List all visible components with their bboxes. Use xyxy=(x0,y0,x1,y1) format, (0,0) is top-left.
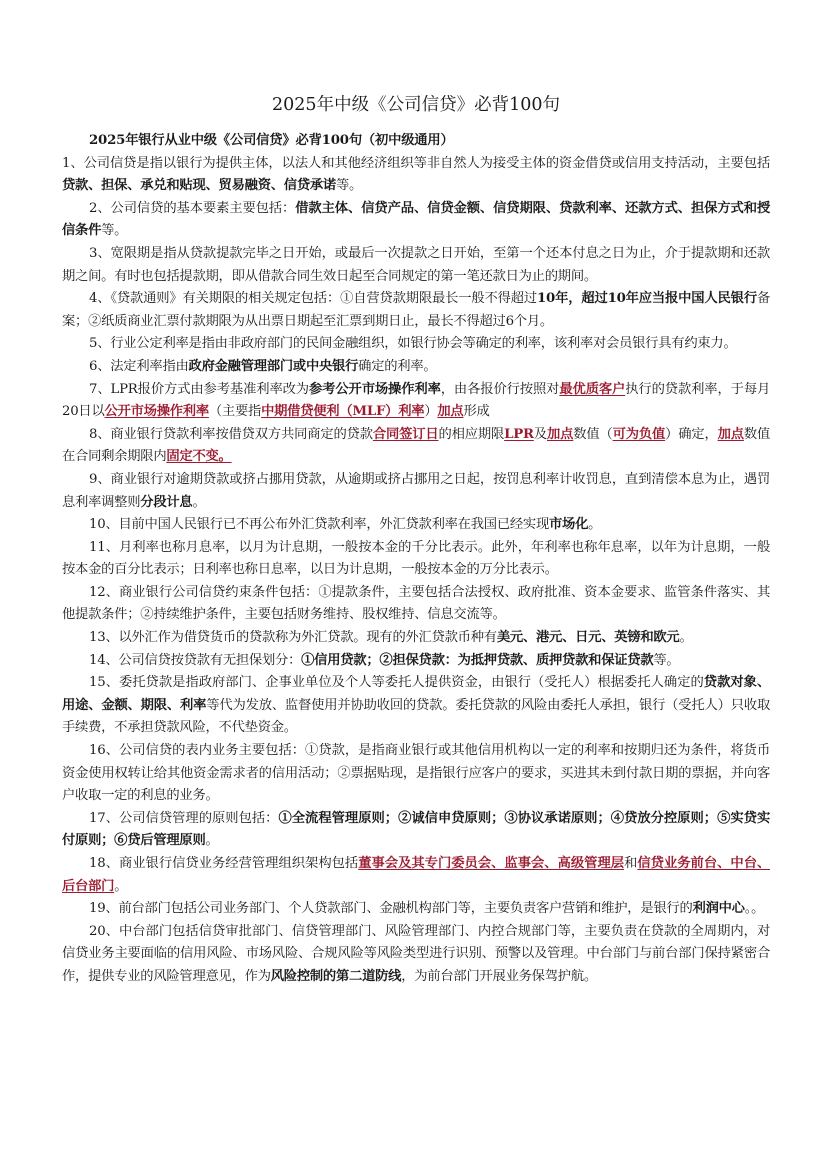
highlighted-text: 中期借贷便利（MLF）利率 xyxy=(261,404,425,420)
highlighted-text: 加点 xyxy=(547,426,574,442)
highlighted-text: 加点 xyxy=(717,426,744,442)
list-item xyxy=(62,921,770,989)
highlighted-text: 信贷业务前台、中台、后台部门 xyxy=(62,856,771,894)
text-segment: 9、商业银行对逾期贷款或挤占挪用贷款，从逾期或挤占挪用之日起，按罚息利率计收罚息，直到清偿本息为止，遇罚息利率调整则 xyxy=(62,471,770,510)
bold-text: 分段计息 xyxy=(140,494,193,510)
list-item xyxy=(62,333,770,356)
bold-text: 贷款、担保、承兑和贴现、贸易融资、信贷承诺 xyxy=(62,178,336,194)
highlighted-text: 固定不变。 xyxy=(166,449,232,465)
text-segment: ）确定， xyxy=(665,426,718,442)
text-segment: 12、商业银行公司信贷约束条件包括：①提款条件，主要包括合法授权、政府批准、资本金要求、监管条件落实、其他提款条件；②持续维护条件，主要包括财务维持、股权维持、信息交流等。 xyxy=(62,584,770,623)
text-segment: 。 xyxy=(114,878,128,894)
highlighted-text: 加点 xyxy=(437,404,464,420)
text-segment: 和 xyxy=(624,856,638,871)
list-item xyxy=(62,153,770,198)
bold-text: 10年，超过10年应当报中国人民银行 xyxy=(536,291,757,307)
item-list xyxy=(62,153,770,989)
highlighted-text: 董事会及其专门委员会、监事会、高级管理层 xyxy=(358,856,625,871)
list-item xyxy=(62,650,770,673)
text-segment: 4、《贷款通则》有关期限的相关规定包括：①自营贷款期限最长一般不得超过 xyxy=(89,291,537,307)
text-segment: 5、行业公定利率是指由非政府部门的民间金融组织，如银行协会等确定的利率，该利率对会员银行具有约束力。 xyxy=(89,336,737,352)
list-item xyxy=(62,243,770,288)
list-item xyxy=(62,853,770,898)
text-segment: 及 xyxy=(533,426,547,442)
highlighted-text: 可为负值 xyxy=(612,426,666,442)
text-segment: 20、中台部门包括信贷审批部门、信贷管理部门、风险管理部门、内控合规部门等，主要负责在贷款的全周期内，对信贷业务主要面临的信用风险、市场风险、合规风险等风险类型进行识别、预警以及管理。中台部门与前台部门保持紧密合作，提供专业的风险管理意见，作为 xyxy=(62,923,770,984)
bold-text: 市场化 xyxy=(549,517,589,533)
text-segment: 备案；②纸质商业汇票付款期限为从出票日期起至汇票到期日止，最长不得超过6个月。 xyxy=(62,291,770,329)
text-segment: 13、以外汇作为借贷货币的贷款称为外汇贷款。现有的外汇贷款币种有 xyxy=(89,630,497,646)
bold-text: 参考公开市场操作利率 xyxy=(308,381,441,397)
text-segment: 。 xyxy=(679,630,693,646)
list-item xyxy=(62,582,770,627)
list-item xyxy=(62,288,770,333)
bold-text: 美元、港元、日元、英镑和欧元 xyxy=(496,630,680,646)
text-segment: 数值（ xyxy=(573,426,613,442)
text-segment: 形成 xyxy=(463,404,490,420)
text-segment: 等代为发放、监督使用并协助收回的贷款。委托贷款的风险由委托人承担，银行（受托人）只收取手续费，不承担贷款风险，不代垫资金。 xyxy=(62,697,771,736)
text-segment: 等。 xyxy=(653,652,680,668)
text-segment: 14、公司信贷按贷款有无担保划分： xyxy=(89,652,302,668)
text-segment: 。 xyxy=(192,494,206,510)
text-segment: 。。 xyxy=(744,901,765,917)
list-item xyxy=(62,537,770,582)
text-segment: 8、商业银行贷款利率按借贷双方共同商定的贷款 xyxy=(89,426,373,442)
bold-text: ①信用贷款；②担保贷款：为抵押贷款、质押贷款和保证贷款 xyxy=(301,652,654,668)
highlighted-text: 最优质客户 xyxy=(559,381,626,397)
text-segment: 10、目前中国人民银行已不再公布外汇贷款利率，外汇贷款利率在我国已经实现 xyxy=(89,517,550,533)
list-item xyxy=(62,514,770,537)
list-item xyxy=(62,808,770,853)
list-item xyxy=(62,898,770,921)
text-segment: 执行的贷款利率，于每月20日以 xyxy=(62,381,771,420)
text-segment: 15、委托贷款是指政府部门、企事业单位及个人等委托人提供资金，由银行（受托人）根据委托人确定的 xyxy=(89,675,704,691)
document-subtitle: 2025年银行从业中级《公司信贷》必背100句（初中级通用） xyxy=(89,133,454,148)
bold-text: 贷款对象、用途、金额、期限、利率 xyxy=(62,675,771,713)
bold-text: 借款主体、信贷产品、信贷金额、信贷期限、贷款利率、还款方式、担保方式和授信条件 xyxy=(62,200,770,239)
highlighted-text: LPR xyxy=(504,426,534,442)
text-segment: 2、公司信贷的基本要素主要包括： xyxy=(89,200,296,216)
document-title: 2025年中级《公司信贷》必背100句 xyxy=(272,95,560,115)
text-segment: 7、LPR报价方式由参考基准利率改为 xyxy=(89,381,309,397)
bold-text: 政府金融管理部门或中央银行 xyxy=(188,358,359,374)
text-segment: 的相应期限 xyxy=(438,426,505,442)
list-item xyxy=(62,740,770,808)
bold-text: 风险控制的第二道防线 xyxy=(270,968,402,984)
list-item xyxy=(62,198,770,243)
bold-text: ①全流程管理原则；②诚信申贷原则；③协议承诺原则；④贷放分控原则；⑤实贷实付原则；⑥贷后管理原则 xyxy=(62,810,771,849)
text-segment: 18、商业银行信贷业务经营管理组织架构包括 xyxy=(89,856,359,871)
text-segment: 6、法定利率指由 xyxy=(89,358,189,374)
text-segment: 数值在合同剩余期限内 xyxy=(62,426,771,465)
list-item xyxy=(62,424,770,469)
text-segment: （主要指 xyxy=(208,404,262,420)
list-item xyxy=(62,379,770,424)
text-segment: ，为前台部门开展业务保驾护航。 xyxy=(401,968,597,984)
text-segment: 3、宽限期是指从贷款提款完毕之日开始，或最后一次提款之日开始，至第一个还本付息之日为止，介于提款期和还款期之间。有时也包括提款期，即从借款合同生效日起至合同规定的第一笔还款日为止的期间。 xyxy=(62,245,770,284)
highlighted-text: 公开市场操作利率 xyxy=(104,404,209,420)
text-segment: 等。 xyxy=(335,178,363,194)
text-segment: 确定的利率。 xyxy=(358,358,437,374)
text-segment: 。 xyxy=(588,517,602,533)
text-segment: 17、公司信贷管理的原则包括： xyxy=(89,810,279,826)
text-segment: ，由各报价行按照对 xyxy=(440,381,560,397)
text-segment: 等。 xyxy=(101,223,128,239)
list-item xyxy=(62,469,770,514)
list-item xyxy=(62,627,770,650)
highlighted-text: 合同签订日 xyxy=(372,426,439,442)
text-segment: ） xyxy=(424,404,438,420)
list-item xyxy=(62,672,770,740)
list-item xyxy=(62,356,770,379)
text-segment: 11、月利率也称月息率，以月为计息期，一般按本金的千分比表示。此外，年利率也称年息率，以年为计息期，一般按本金的百分比表示；日利率也称日息率，以日为计息期，一般按本金的万分比表示。 xyxy=(62,539,770,578)
bold-text: 利润中心 xyxy=(692,901,745,917)
text-segment: 19、前台部门包括公司业务部门、个人贷款部门、金融机构部门等，主要负责客户营销和维护，是银行的 xyxy=(89,901,693,917)
document-page xyxy=(62,92,770,989)
text-segment: 16、公司信贷的表内业务主要包括：①贷款，是指商业银行或其他信用机构以一定的利率和按期归还为条件，将货币资金使用权转让给其他资金需求者的信用活动；②票据贴现，是指银行应客户的要求，买进其未到付款日期的票据，并向客户收取一定的利息的业务。 xyxy=(62,743,770,804)
text-segment: 。 xyxy=(205,833,219,849)
text-segment: 1、公司信贷是指以银行为提供主体，以法人和其他经济组织等非自然人为接受主体的资金借贷或信用支持活动，主要包括 xyxy=(62,155,770,171)
